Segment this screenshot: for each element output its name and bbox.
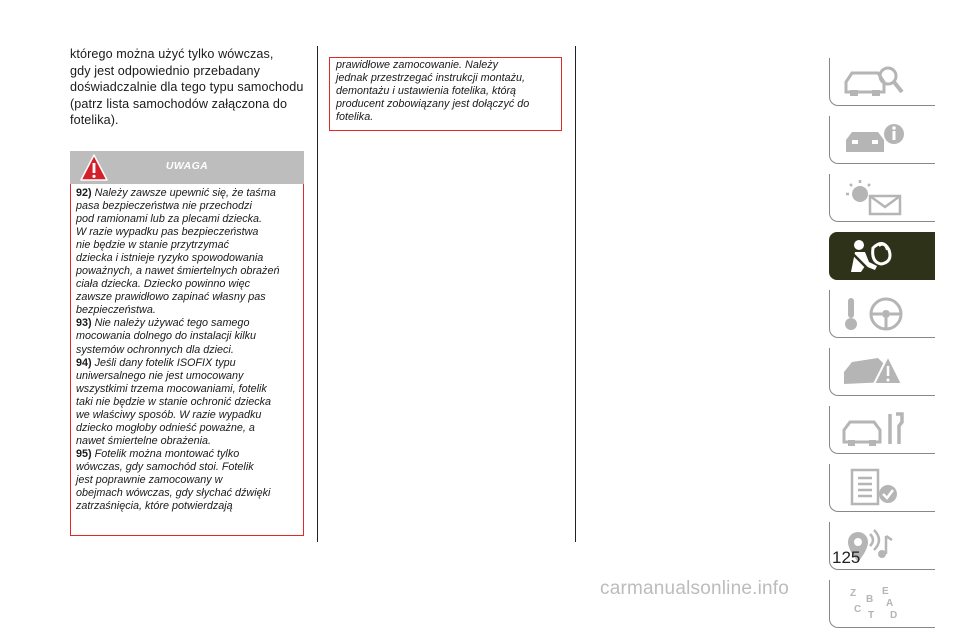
svg-text:Z: Z <box>850 588 857 599</box>
svg-text:B: B <box>866 594 874 605</box>
car-tools-icon <box>840 410 910 448</box>
item-line: dziecko mogłoby odnieść poważne, a <box>76 421 255 434</box>
warning-continuation-box <box>329 57 562 131</box>
page-number: 125 <box>832 548 861 567</box>
item-number: 95) <box>76 447 92 460</box>
continuation-line: demontażu i ustawienia fotelika, którą <box>336 85 517 98</box>
item-line: systemów ochronnych dla dzieci. <box>76 343 234 356</box>
intro-line: fotelika). <box>70 113 119 128</box>
svg-text:C: C <box>854 604 862 615</box>
intro-line: którego można użyć tylko wówczas, <box>70 47 274 61</box>
lights-message-icon <box>840 178 910 216</box>
item-line: pod ramionami lub za plecami dziecka. <box>76 213 263 226</box>
left-column <box>70 46 304 536</box>
svg-text:A: A <box>886 598 894 609</box>
item-line: mocowania dolnego do instalacji kilku <box>76 330 257 343</box>
item-line: Nie należy używać tego samego <box>94 317 250 330</box>
item-line: obejmach wówczas, gdy słychać dźwięki <box>76 487 271 500</box>
alphabet-index-icon <box>840 584 910 622</box>
chapter-tab-alphabet-index[interactable] <box>829 580 935 628</box>
svg-text:D: D <box>890 610 898 621</box>
intro-line: (patrz lista samochodów załączona do <box>70 96 288 111</box>
passenger-safety-icon <box>839 236 909 274</box>
item-line: Należy zawsze upewnić się, że taśma <box>94 186 276 199</box>
car-warning-icon <box>840 352 910 390</box>
item-line: zatrzaśnięcia, które potwierdzają <box>76 500 233 513</box>
chapter-tab-car-search[interactable] <box>829 58 935 106</box>
item-line: pasa bezpieczeństwa nie przechodzi <box>76 200 252 213</box>
svg-text:T: T <box>868 610 875 621</box>
item-line: Jeśli dany fotelik ISOFIX typu <box>94 356 236 369</box>
item-line: wszystkimi trzema mocowaniami, fotelik <box>76 382 267 395</box>
car-info-icon <box>840 120 910 158</box>
chapter-tab-car-tools[interactable] <box>829 406 935 454</box>
car-search-icon <box>840 62 910 100</box>
item-line: zawsze prawidłowo zapinać własny pas <box>76 291 266 304</box>
intro-text <box>70 46 304 129</box>
warning-box <box>70 184 304 536</box>
intro-line: doświadczalnie dla tego typu samochodu <box>70 80 304 95</box>
chapter-tab-lights-message[interactable] <box>829 174 935 222</box>
item-line: we właściwy sposób. W razie wypadku <box>76 408 262 421</box>
item-line: jest poprawnie zamocowany w <box>76 474 223 486</box>
warning-item <box>76 357 297 370</box>
item-line: taki nie będzie w stanie ochronić dziecka <box>76 395 272 408</box>
chapter-tab-car-info[interactable] <box>829 116 935 164</box>
chapter-tab-passenger-safety[interactable] <box>829 232 935 280</box>
item-line: bezpieczeństwa. <box>76 304 156 317</box>
continuation-line: jednak przestrzegać instrukcji montażu, <box>336 72 526 85</box>
warning-item <box>76 187 297 200</box>
warning-header <box>70 151 304 184</box>
key-steering-wheel-icon <box>840 294 910 332</box>
item-line: nie będzie w stanie przytrzymać <box>76 239 230 252</box>
continuation-line: producent zobowiązany jest dołączyć do <box>336 98 530 111</box>
continuation-line: prawidłowe zamocowanie. Należy <box>336 59 499 71</box>
column-divider <box>317 46 318 542</box>
chapter-tab-checklist[interactable] <box>829 464 935 512</box>
item-number: 92) <box>76 186 92 199</box>
intro-line: gdy jest odpowiednio przebadany <box>70 63 261 78</box>
item-line: nawet śmiertelne obrażenia. <box>76 434 212 447</box>
chapter-tab-key-steering[interactable] <box>829 290 935 338</box>
column-divider <box>575 46 576 542</box>
item-line: W razie wypadku pas bezpieczeństwa <box>76 226 259 239</box>
continuation-line: fotelika. <box>336 111 374 124</box>
svg-text:E: E <box>882 586 889 597</box>
item-line: wówczas, gdy samochód stoi. Fotelik <box>76 460 254 473</box>
chapter-tab-car-warning[interactable] <box>829 348 935 396</box>
checklist-icon <box>840 468 910 506</box>
warning-title: UWAGA <box>165 159 209 172</box>
item-line: ciała dziecka. Dziecko powinno więc <box>76 278 251 291</box>
warning-item <box>76 448 297 461</box>
item-line: uniwersalnego nie jest umocowany <box>76 369 244 382</box>
item-line: dziecka i istnieje ryzyko spowodowania <box>76 252 264 265</box>
item-line: poważnych, a nawet śmiertelnych obrażeń <box>76 265 280 278</box>
watermark: carmanualsonline.info <box>600 578 790 599</box>
item-line: Fotelik można montować tylko <box>94 447 240 460</box>
item-number: 93) <box>76 317 92 330</box>
item-number: 94) <box>76 356 92 369</box>
warning-item <box>76 317 297 330</box>
